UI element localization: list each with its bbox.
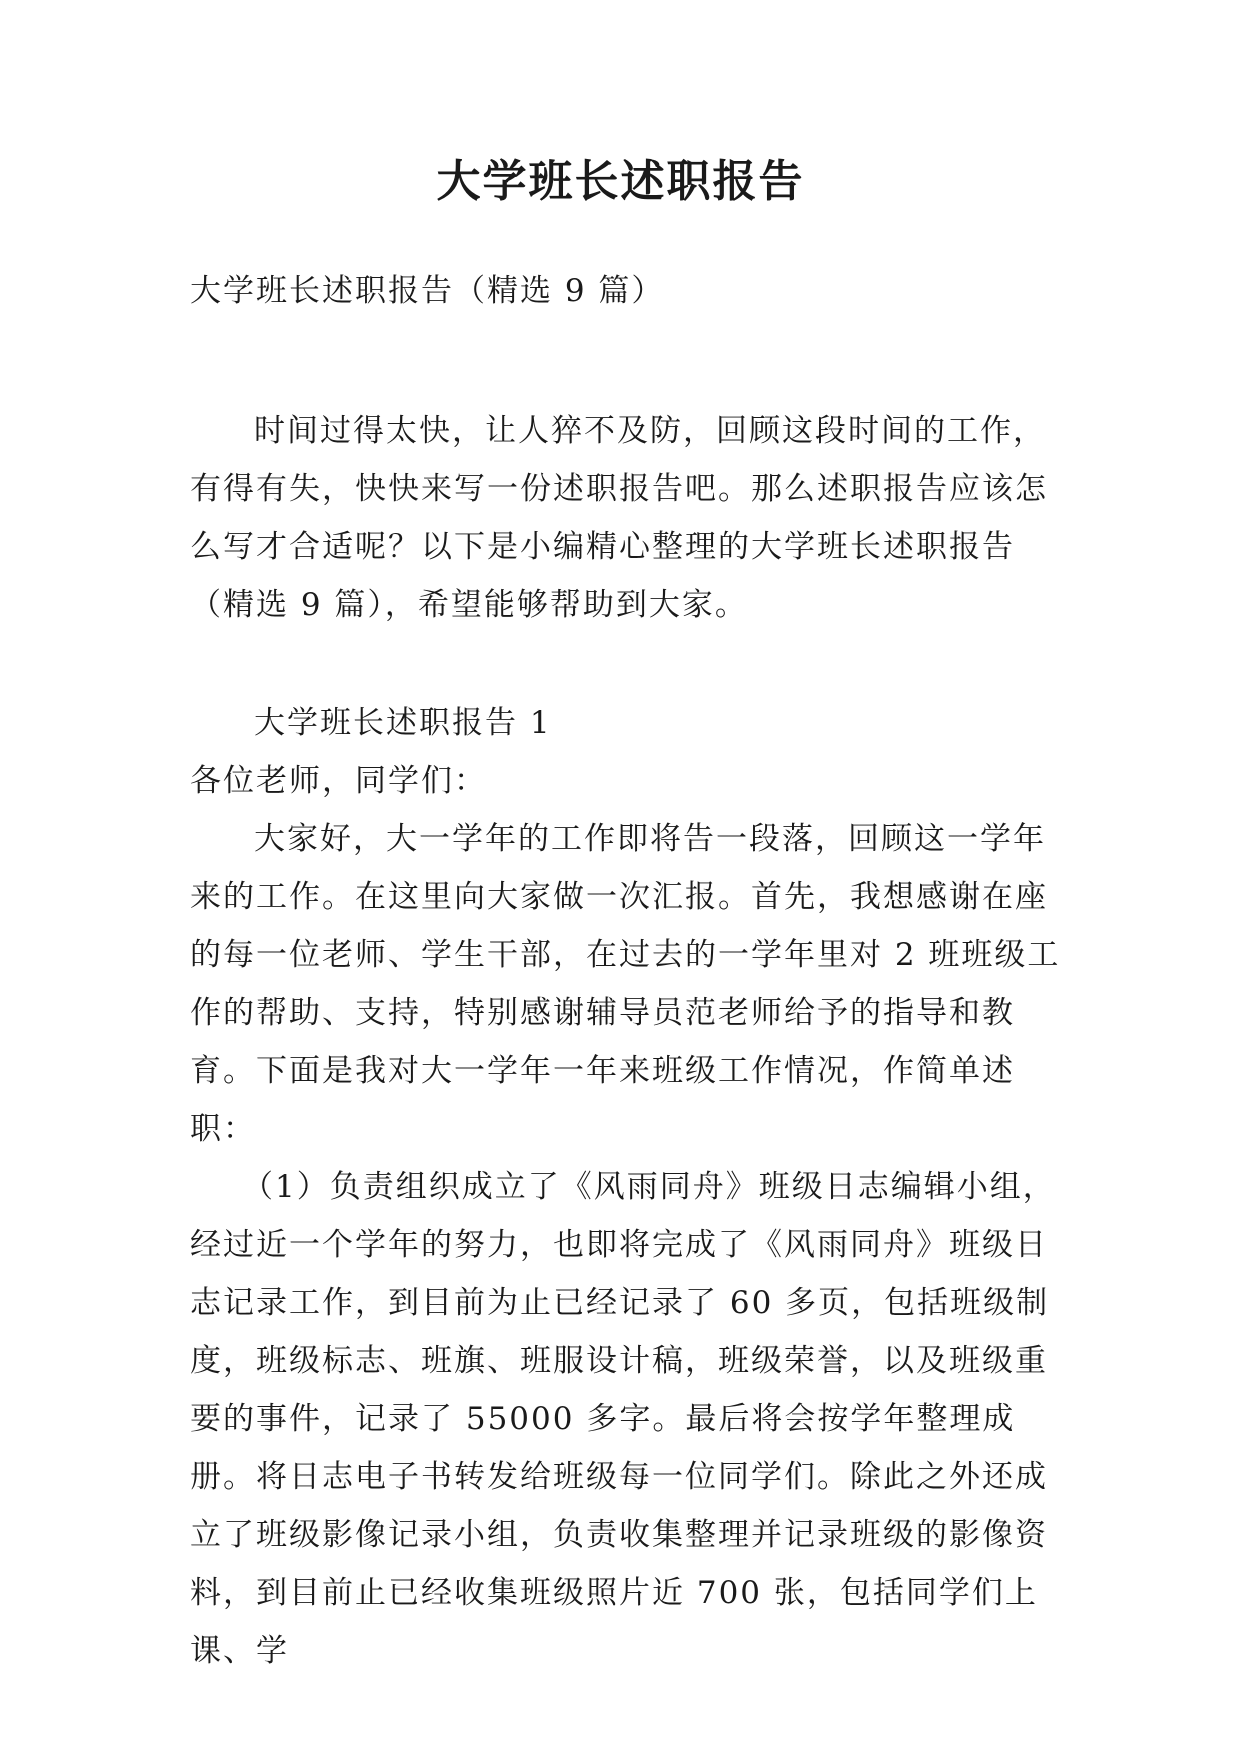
- intro-paragraph: [190, 402, 1070, 634]
- document-title: 大学班长述职报告: [436, 156, 805, 207]
- document-subtitle: [190, 262, 1070, 320]
- section-1: [190, 694, 1070, 1680]
- body-paragraph-2: （1）负责组织成立了《风雨同舟》班级日志编辑小组，经过近一个学年的努力，也即将完成了《风雨同舟》班级日志记录工作，到目前为止已经记录了 60 多页，包括班级制度，班级标志、班旗、班服设计稿，班级荣誉，以及班级重要的事件，记录了 55000 多字。最后将会按学年整理成册。将日志电子书转发给班级每一位同学们。除此之外还成立了班级影像记录小组，负责收集整理并记录班级的影像资料，到目前止已经收集班级照片近 700 张，包括同学们上课、学: [190, 1169, 1056, 1669]
- body-paragraph-1: 大家好，大一学年的工作即将告一段落，回顾这一学年来的工作。在这里向大家做一次汇报。首先，我想感谢在座的每一位老师、学生干部，在过去的一学年里对 2 班班级工作的帮助、支持，特别感谢辅导员范老师给予的指导和教育。下面是我对大一学年一年来班级工作情况，作简单述职：: [190, 821, 1061, 1147]
- intro-text: 时间过得太快，让人猝不及防，回顾这段时间的工作，有得有失，快快来写一份述职报告吧。那么述职报告应该怎么写才合适呢？以下是小编精心整理的大学班长述职报告（精选 9 篇），希望能够帮助到大家。: [190, 413, 1048, 623]
- subtitle-text: 大学班长述职报告（精选 9 篇）: [190, 273, 665, 309]
- section-heading: 大学班长述职报告 1: [254, 705, 552, 741]
- greeting: 各位老师，同学们：: [190, 763, 487, 799]
